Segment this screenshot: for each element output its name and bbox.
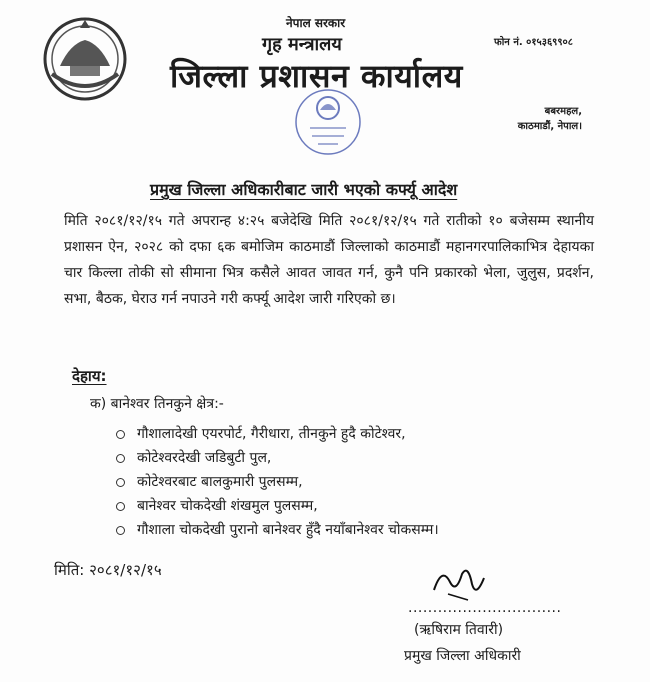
office-address [462, 104, 582, 134]
office-stamp-icon [292, 86, 364, 158]
signatory-name: (ऋषिराम तिवारी) [414, 622, 504, 638]
area-item-text: कोटेश्वरदेखी जडिबुटी पुल, [137, 450, 272, 466]
area-item-text: बानेश्वर चोकदेखी शंखमुल पुलसम्म, [137, 498, 318, 514]
area-item-text: गौशाला चोकदेखी पुरानो बानेश्वर हुँदै नयाँबानेश्वर चोकसम्म। [137, 522, 439, 538]
ministry-name: गृह मन्त्रालय [262, 34, 342, 55]
area-heading: क) बानेश्वर तिनकुने क्षेत्र:- [90, 396, 224, 412]
phone-number: फोन नं. ०१५३६९९०८ [494, 37, 573, 48]
list-item [116, 470, 439, 494]
bullet-icon [116, 502, 125, 511]
area-item-text: गौशालादेखी एयरपोर्ट, गैरीधारा, तीनकुने हुदै कोटेश्वर, [137, 426, 406, 442]
government-name: नेपाल सरकार [286, 16, 346, 30]
bullet-icon [116, 478, 125, 487]
area-list [116, 422, 439, 542]
list-item [116, 518, 439, 542]
list-item [116, 446, 439, 470]
dehay-label: देहाय: [72, 367, 107, 385]
notice-date: मिति: २०८१/१२/१५ [54, 561, 162, 579]
notice-title: प्रमुख जिल्ला अधिकारीबाट जारी भएको कर्फ्यू आदेश [150, 180, 458, 199]
signatory-title: प्रमुख जिल्ला अधिकारी [404, 648, 521, 664]
area-item-text: कोटेश्वरबाट बालकुमारी पुलसम्म, [137, 474, 303, 490]
signature-line: ............................... [408, 600, 562, 616]
address-line-1: बबरमहल, [544, 106, 582, 117]
bullet-icon [116, 526, 125, 535]
bullet-icon [116, 454, 125, 463]
bullet-icon [116, 430, 125, 439]
office-name: जिल्ला प्रशासन कार्यालय [170, 57, 463, 95]
list-item [116, 494, 439, 518]
nepal-emblem-icon [40, 14, 130, 104]
notice-body: मिति २०८१/१२/१५ गते अपरान्ह ४:२५ बजेदेखि मिति २०८१/१२/१५ गते रातीको १० बजेसम्म स्थानीय प्रशासन ऐन, २०२८ को दफा ६क बमोजिम काठमाडौं जिल्लाको काठमाडौं महानगरपालिकाभित्र देहायका चार किल्ला तोकी सो सीमाना भित्र कसैले आवत जावत गर्न, कुनै पनि प्रकारको भेला, जुलुस, प्रदर्शन, सभा, बैठक, घेराउ गर्न नपाउने गरी कर्फ्यू आदेश जारी गरिएको छ। [64, 213, 594, 307]
list-item [116, 422, 439, 446]
address-line-2: काठमाडौं, नेपाल। [517, 121, 582, 132]
